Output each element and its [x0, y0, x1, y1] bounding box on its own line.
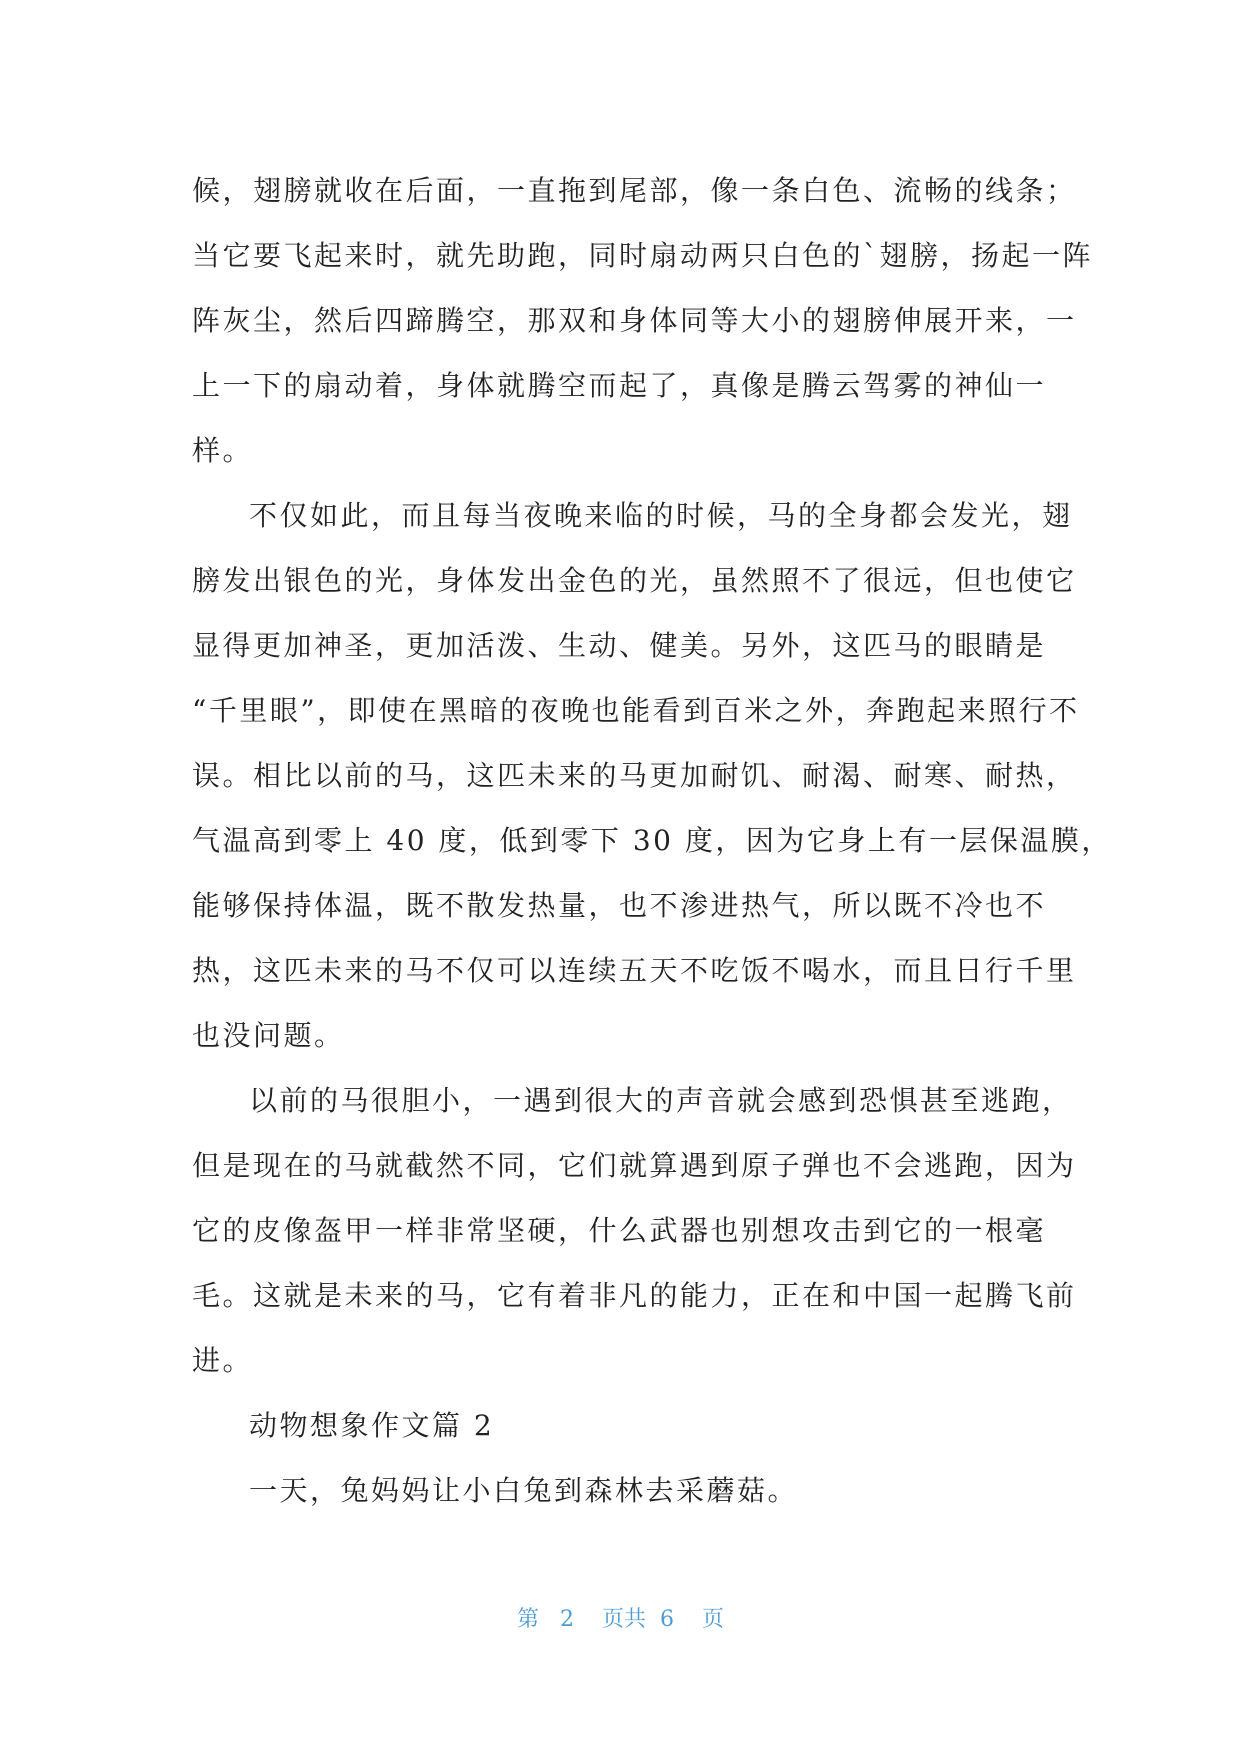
paragraph-line: 显得更加神圣，更加活泼、生动、健美。另外，这匹马的眼睛是	[192, 629, 1047, 662]
paragraph-line: “千里眼”，即使在黑暗的夜晚也能看到百米之外，奔跑起来照行不	[192, 694, 1080, 727]
paragraph-line: 以前的马很胆小，一遇到很大的声音就会感到恐惧甚至逃跑，	[249, 1084, 1073, 1117]
paragraph-line: 样。	[192, 434, 254, 467]
paragraph-line: 毛。这就是未来的马，它有着非凡的能力，正在和中国一起腾飞前	[192, 1279, 1077, 1312]
page-label-prefix: 第	[517, 1607, 540, 1632]
page-label-suffix: 页	[701, 1607, 724, 1632]
paragraph-line: 误。相比以前的马，这匹未来的马更加耐饥、耐渴、耐寒、耐热，	[192, 759, 1077, 792]
paragraph-line: 阵灰尘，然后四蹄腾空，那双和身体同等大小的翅膀伸展开来，一	[192, 304, 1077, 337]
paragraph-line: 一天，兔妈妈让小白兔到森林去采蘑菇。	[249, 1474, 799, 1507]
current-page-number: 2	[560, 1607, 574, 1632]
paragraph-line: 它的皮像盔甲一样非常坚硬，什么武器也别想攻击到它的一根毫	[192, 1214, 1047, 1247]
total-pages-number: 6	[660, 1607, 674, 1632]
page-footer	[0, 1605, 1241, 1635]
paragraph-line: 膀发出银色的光，身体发出金色的光，虽然照不了很远，但也使它	[192, 564, 1077, 597]
paragraph-line: 上一下的扇动着，身体就腾空而起了，真像是腾云驾雾的神仙一	[192, 369, 1047, 402]
paragraph-line: 候，翅膀就收在后面，一直拖到尾部，像一条白色、流畅的线条；	[192, 174, 1077, 207]
paragraph-line: 热，这匹未来的马不仅可以连续五天不吃饭不喝水，而且日行千里	[192, 954, 1077, 987]
paragraph-line: 当它要飞起来时，就先助跑，同时扇动两只白色的`翅膀，扬起一阵	[192, 239, 1094, 272]
page-label-middle: 页共	[601, 1607, 646, 1632]
paragraph-line: 不仅如此，而且每当夜晚来临的时候，马的全身都会发光，翅	[249, 499, 1073, 532]
paragraph-line: 进。	[192, 1344, 254, 1377]
paragraph-line: 能够保持体温，既不散发热量，也不渗进热气，所以既不冷也不	[192, 889, 1047, 922]
paragraph-line: 但是现在的马就截然不同，它们就算遇到原子弹也不会逃跑，因为	[192, 1149, 1077, 1182]
section-heading: 动物想象作文篇 2	[249, 1409, 495, 1442]
paragraph-line: 也没问题。	[192, 1019, 345, 1052]
paragraph-line: 气温高到零上 40 度，低到零下 30 度，因为它身上有一层保温膜，	[192, 824, 1112, 857]
body-text	[192, 158, 1112, 1523]
